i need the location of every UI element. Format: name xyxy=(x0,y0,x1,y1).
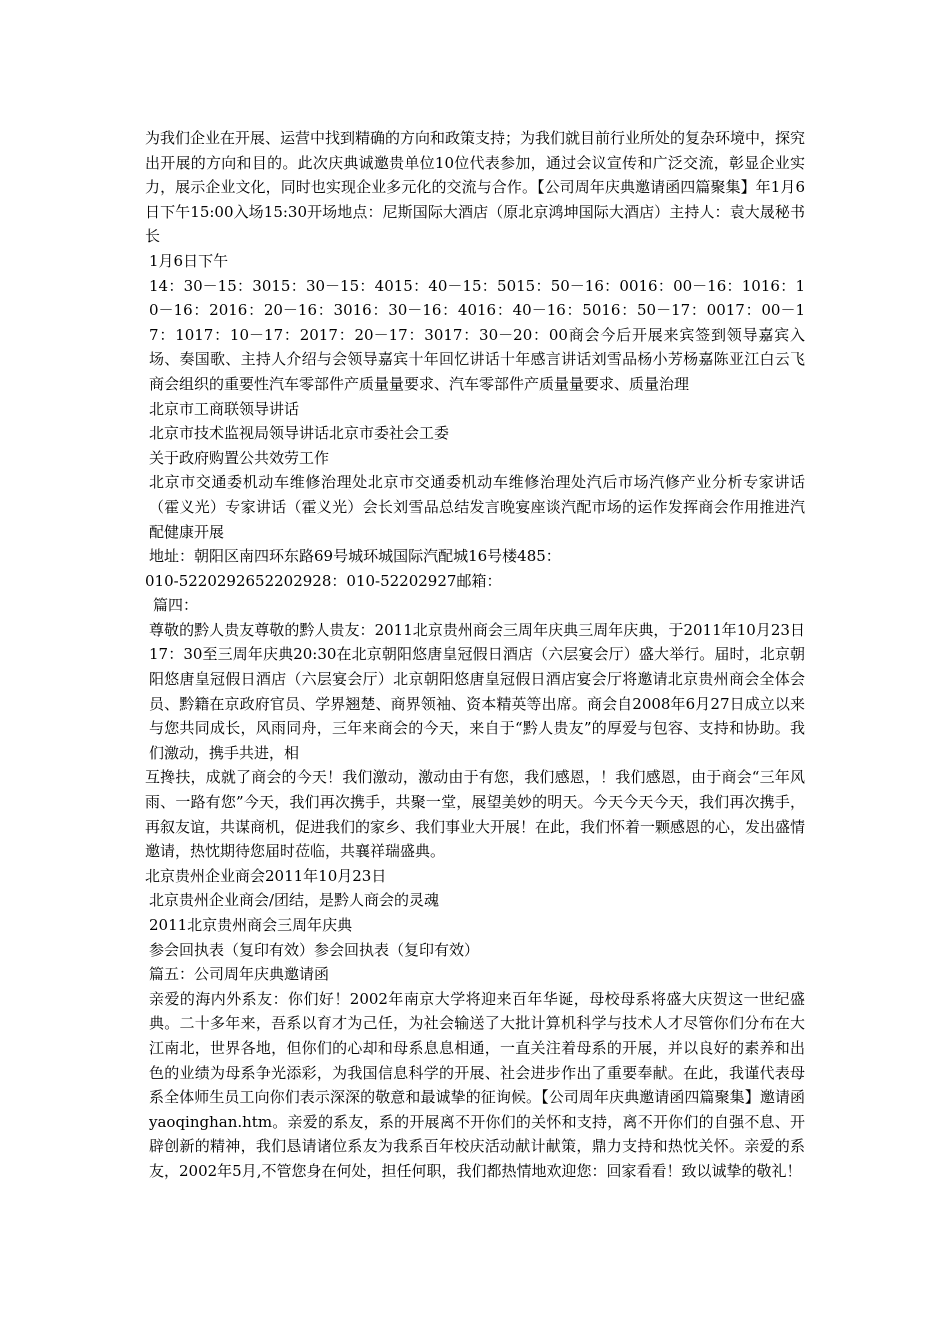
paragraph-event-name: 2011北京贵州商会三周年庆典 xyxy=(149,916,353,934)
section-heading-five: 篇五：公司周年庆典邀请函 xyxy=(149,965,330,984)
paragraph-invitation-five: 亲爱的海内外系友：你们好！2002年南京大学将迎来百年华诞，母校母系将盛大庆贺这一世纪盛典。二十多年来，吾系以育才为己任，为社会输送了大批计算机科学与技术人才尽管你们分布在大江南北，世界各地，但你们的心却和母系息息相通，一直关注着母系的开展，并以良好的素养和出色的业绩为母系争光添彩，为我国信息科学的开展、社会进步作出了重要奉献。在此，我谨代表母系全体师生员工向你们表示深深的敬意和最诚挚的征询候。【公司周年庆典邀请函四篇聚集】邀请函yaoqinghan.htm。亲爱的系友，系的开展离不开你们的关怀和支持，离不开你们的自强不息、开辟创新的精神，我们恳请诸位系友为我系百年校庆活动献计献策，鼎力支持和热忱关怀。亲爱的系友，2002年5月,不管您身在何处，担任何职，我们都热情地欢迎您：回家看看！致以诚挚的敬礼！ xyxy=(149,989,805,1180)
paragraph-speech-3: 关于政府购置公共效劳工作 xyxy=(149,448,330,467)
paragraph-invitation-four-cont: 互搀扶，成就了商会的今天！我们激动，激动由于有您，我们感恩，！我们感恩，由于商会“三年风雨、一路有您”今天，我们再次携手，共聚一堂，展望美妙的明天。今天今天今天，我们再次携手，再叙友谊，共谋商机，促进我们的家乡、我们事业大开展！在此，我们怀着一颗感恩的心，发出盛情邀请，热忱期待您届时莅临，共襄祥瑞盛典。 xyxy=(145,768,806,861)
paragraph-motto: 北京贵州企业商会/团结，是黔人商会的灵魂 xyxy=(149,891,440,910)
paragraph-invitation-four: 尊敬的黔人贵友尊敬的黔人贵友：2011北京贵州商会三周年庆典三周年庆典，于2011年10月23日17：30至三周年庆典20:30在北京朝阳悠唐皇冠假日酒店（六层宴会厅）盛大举行。届时，北京朝阳悠唐皇冠假日酒店（六层宴会厅）北京朝阳悠唐皇冠假日酒店宴会厅将邀请北京贵州商会全体会员、黔籍在京政府官员、学界翘楚、商界领袖、资本精英等出席。商会自2008年6月27日成立以来与您共同成长，风雨同舟，三年来商会的今天，来自于“黔人贵友”的厚爱与包容、支持和协助。我们激动，携手共进，相 xyxy=(149,620,805,762)
paragraph-schedule: 14：30－15：3015：30－15：4015：40－15：5015：50－16：0016：00－16：1016：10－16：2016：20－16：3016：30－16：4016：40－16：5016：50－17：0017：00－17：1017：10－17：2017：20－17：3017：30－20：00商会今后开展来宾签到领导嘉宾入场、奏国歌、主持人介绍与会领导嘉宾十年回忆讲话十年感言讲话刘雪品杨小芳杨嘉陈亚江白云飞商会组织的重要性汽车零部件产质量量要求、汽车零部件产质量量要求、质量治理 xyxy=(149,276,805,393)
paragraph-intro: 为我们企业在开展、运营中找到精确的方向和政策支持；为我们就目前行业所处的复杂环境中，探究出开展的方向和目的。此次庆典诚邀贵单位10位代表参加，通过会议宣传和广泛交流，彰显企业实力，展示企业文化，同时也实现企业多元化的交流与合作。【公司周年庆典邀请函四篇聚集】年1月6日下午15:00入场15:30开场地点：尼斯国际大酒店（原北京鸿坤国际大酒店）主持人：袁大晟秘书长 xyxy=(145,129,806,246)
document-body xyxy=(145,126,805,1184)
paragraph-address: 地址：朝阳区南四环东路69号城环城国际汽配城16号楼485： xyxy=(149,547,561,566)
paragraph-receipt: 参会回执表（复印有效）参会回执表（复印有效） xyxy=(149,940,480,959)
paragraph-speech-1: 北京市工商联领导讲话 xyxy=(149,399,300,418)
paragraph-phone: 010-5220292652202928：010-52202927邮箱： xyxy=(145,571,502,590)
paragraph-date: 1月6日下午 xyxy=(149,251,229,270)
paragraph-signature-date: 北京贵州企业商会2011年10月23日 xyxy=(145,866,387,885)
paragraph-speech-4: 北京市交通委机动车维修治理处北京市交通委机动车维修治理处汽后市场汽修产业分析专家讲话（霍义光）专家讲话（霍义光）会长刘雪品总结发言晚宴座谈汽配市场的运作发挥商会作用推进汽配健康开展 xyxy=(149,473,805,541)
paragraph-speech-2: 北京市技术监视局领导讲话北京市委社会工委 xyxy=(149,424,450,443)
section-heading-four: 篇四： xyxy=(153,596,199,615)
